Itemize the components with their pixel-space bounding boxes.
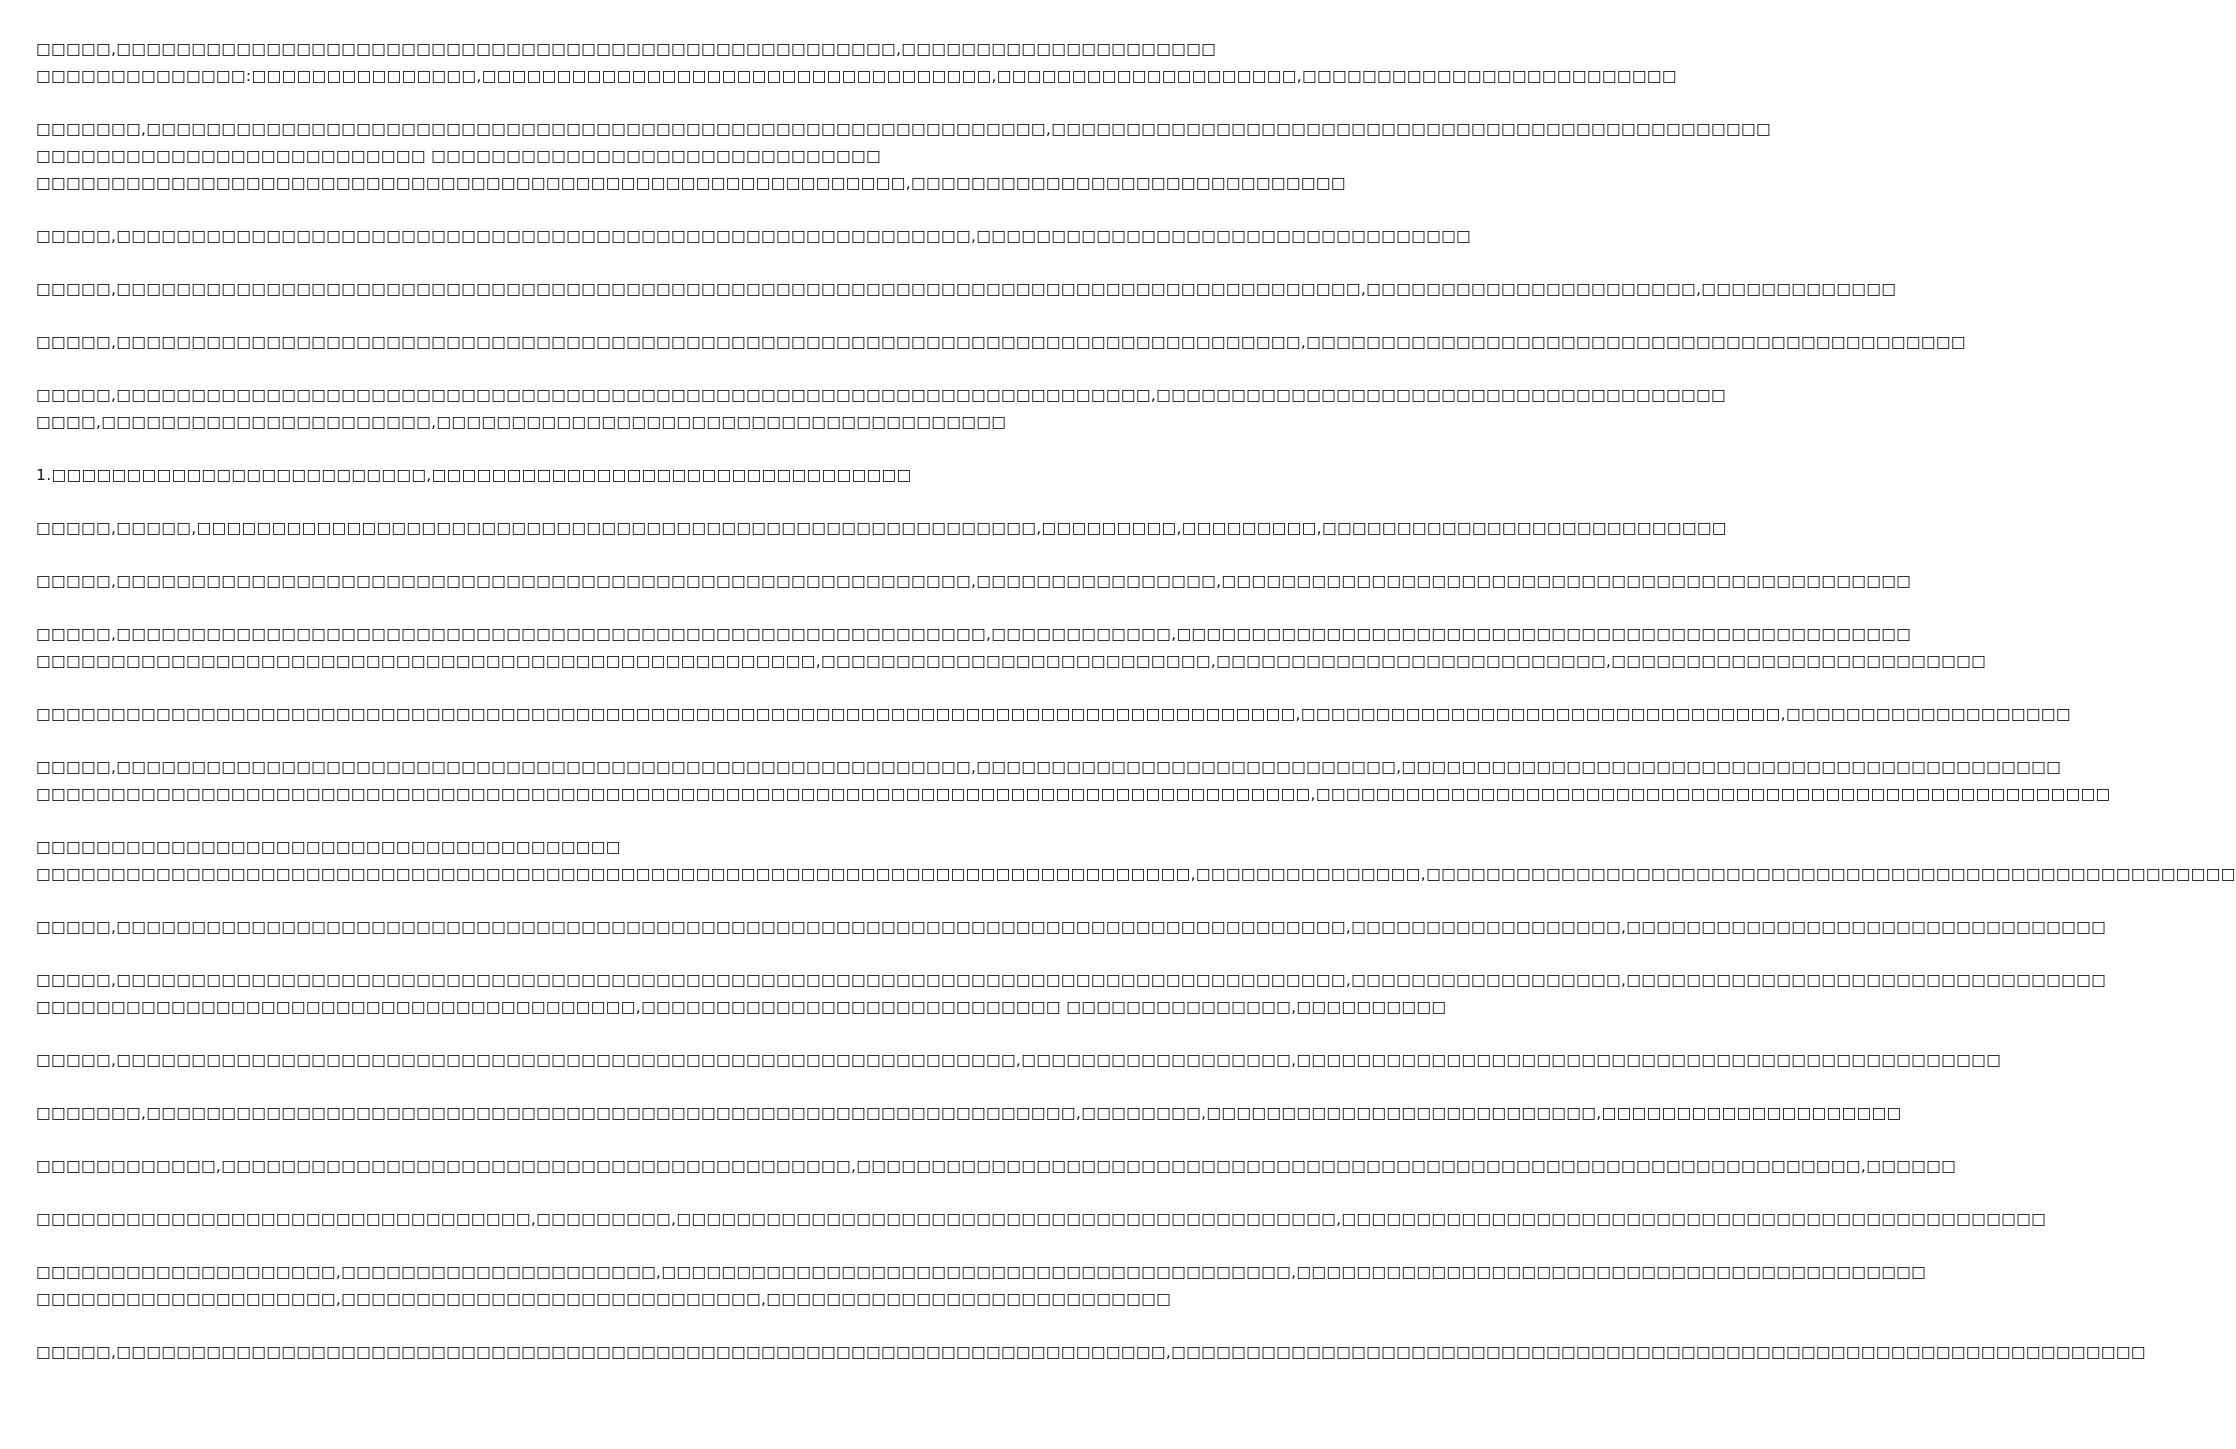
paragraph [36,1100,1902,1127]
paragraph [36,967,2107,1021]
text-line: □□□□□□□□□□□□□□□□□□□□□□□□□□□□□□□□□□□□□□□□□□□□□□□□□□□□□□□□□□□□□□□□□□□□□□□□□□□□□□□□□□□□,□□□□□□□□□□□□□□□□□□□□□□□□□□□□□□□□,□□□□□□□□□□□□□□□□□□□ [36,705,2071,723]
paragraph [36,834,2236,888]
paragraph [36,515,1727,542]
text-line: □□□□□□□□□□□□□□□□□□□□□□□□□□□□□□□□□□□□□□□□□□□□□□□□□□□□□□□□□□,□□□□□□□□□□□□□□□□□□□□□□□□□□□□□ [36,174,1346,192]
text-line: □□□□□□□□□□□□□□□□□□□□□□□□□□□□□□□□□□□□□□□□,□□□□□□□□□□□□□□□□□□□□□□□□□□□□ □□□□□□□□□□□□□□□,□□□□□□□□□□ [36,998,1447,1016]
text-line: □□□□□,□□□□□□□□□□□□□□□□□□□□□□□□□□□□□□□□□□□□□□□□□□□□□□□□□□□□□□□□□□□□□□□□□□□□□□□□□□□□□□□□□□,□□□□□□□□□□□□□□□□□□,□□□□□□□□□□□□□□□□□□□□□□□□□□□□□□□□ [36,918,2107,936]
paragraph [36,568,1912,595]
text-line: □□□□□□□,□□□□□□□□□□□□□□□□□□□□□□□□□□□□□□□□□□□□□□□□□□□□□□□□□□□□□□□□□□□□,□□□□□□□□□□□□□□□□□□□□□□□□□□□□□□□□□□□□□□□□□□□□□□□□ [36,120,1771,138]
text-line: □□□□□,□□□□□□□□□□□□□□□□□□□□□□□□□□□□□□□□□□□□□□□□□□□□□□□□□□□□□□□□□,□□□□□□□□□□□□□□□□□□□□□□□□□□□□□□□□□ [36,227,1472,245]
paragraph [36,116,1771,197]
text-line: □□□□□□□□□□□□□□□□□□□□□□□□□□□□□□□□□□□□□□□□□□□□□□□□□□□□□□□□□□□□□□□□□□□□□□□□□□□□□,□□□□□□□□□□□□□□□,□□□□□□□□□□□□□□□□□□□□□□□□□□□□□□□□□□□□□□□□□□□□□□□□□□□□□□ [36,865,2236,883]
text-line: □□□□□□□□□□□□□□:□□□□□□□□□□□□□□□,□□□□□□□□□□□□□□□□□□□□□□□□□□□□□□□□□□,□□□□□□□□□□□□□□□□□□□□,□□□□□□□□□□□□□□□□□□□□□□□□□ [36,67,1677,85]
text-line: □□□□□,□□□□□□□□□□□□□□□□□□□□□□□□□□□□□□□□□□□□□□□□□□□□□□□□□□□□□□□□□,□□□□□□□□□□□□□□□□□□□□□□□□□□□□,□□□□□□□□□□□□□□□□□□□□□□□□□□□□□□□□□□□□□□□□□□□□ [36,758,2062,776]
paragraph [36,1047,2002,1074]
paragraph [36,223,1472,250]
text-line: □□□□□□□,□□□□□□□□□□□□□□□□□□□□□□□□□□□□□□□□□□□□□□□□□□□□□□□□□□□□□□□□□□□□□□,□□□□□□□□,□□□□□□□□□□□□□□□□□□□□□□□□□□,□□□□□□□□□□□□□□□□□□□□ [36,1104,1902,1122]
paragraph [36,382,1726,436]
paragraph [36,621,1987,675]
paragraph [36,1153,1957,1180]
paragraph [36,701,2071,728]
paragraph [36,462,990,489]
paragraph [36,754,2111,808]
text-line: □□□□□□□□□□□□□□□□□□□□□□□□□□ □□□□□□□□□□□□□□□□□□□□□□□□□□□□□□ [36,147,881,165]
document-body [36,36,2236,1392]
paragraph [36,276,1897,303]
paragraph [36,329,1966,356]
text-line: □□□□□,□□□□□□□□□□□□□□□□□□□□□□□□□□□□□□□□□□□□□□□□□□□□□□□□□□□□,□□□□□□□□□□□□□□□□□□□□□ [36,40,1217,58]
paragraph [36,1259,1927,1313]
text-line: □□□□□,□□□□□□□□□□□□□□□□□□□□□□□□□□□□□□□□□□□□□□□□□□□□□□□□□□□□□□□□□□□□,□□□□□□□□□□□□□□□□□□,□□□□□□□□□□□□□□□□□□□□□□□□□□□□□□□□□□□□□□□□□□□□□□□ [36,1051,2002,1069]
text-line: □□□□□,□□□□□□□□□□□□□□□□□□□□□□□□□□□□□□□□□□□□□□□□□□□□□□□□□□□□□□□□□□□□□□□□□□□□□□□□□□□□□□□□□□,□□□□□□□□□□□□□□□□□□,□□□□□□□□□□□□□□□□□□□□□□□□□□□□□□□□ [36,971,2107,989]
paragraph [36,1206,2047,1233]
text-line: □□□□□,□□□□□□□□□□□□□□□□□□□□□□□□□□□□□□□□□□□□□□□□□□□□□□□□□□□□□□□□□□□□□□□□□□□□□,□□□□□□□□□□□□□□□□□□□□□□□□□□□□□□□□□□□□□□ [36,386,1726,404]
text-line: □□□□□,□□□□□□□□□□□□□□□□□□□□□□□□□□□□□□□□□□□□□□□□□□□□□□□□□□□□□□□□□□□□□□□□□□□□□□□□□□□□□□□□□□□,□□□□□□□□□□□□□□□□□□□□□□,□□□□□□□□□□□□□ [36,280,1897,298]
text-line: □□□□□□□□□□□□□□□□□□□□□□□□□□□□□□□□□,□□□□□□□□□,□□□□□□□□□□□□□□□□□□□□□□□□□□□□□□□□□□□□□□□□□□□□,□□□□□□□□□□□□□□□□□□□□□□□□□□□□□□□□□□□□□□□□□□□□□□□ [36,1210,2047,1228]
text-line: □□□□□,□□□□□□□□□□□□□□□□□□□□□□□□□□□□□□□□□□□□□□□□□□□□□□□□□□□□□□□□□□□□□□□□□□□□□□,□□□□□□□□□□□□□□□□□□□□□□□□□□□□□□□□□□□□□□□□□□□□□□□□□□□□□□□□□□□□□□□□□ [36,1343,2146,1361]
text-line: 1.□□□□□□□□□□□□□□□□□□□□□□□□□,□□□□□□□□□□□□□□□□□□□□□□□□□□□□□□□□ [36,466,912,484]
text-line: □□□□□□□□□□□□□□□□□□□□,□□□□□□□□□□□□□□□□□□□□□□□□□□□□,□□□□□□□□□□□□□□□□□□□□□□□□□□□ [36,1290,1172,1308]
text-line: □□□□□□□□□□□□,□□□□□□□□□□□□□□□□□□□□□□□□□□□□□□□□□□□□□□□□□□,□□□□□□□□□□□□□□□□□□□□□□□□□□□□□□□□□□□□□□□□□□□□□□□□□□□□□□□□□□□□□□□□□□□,□□□□□□ [36,1157,1957,1175]
text-line: □□□□□□□□□□□□□□□□□□□□□□□□□□□□□□□□□□□□□□□□□□□□□□□□□□□□□□□□□□□□□□□□□□□□□□□□□□□□□□□□□□□□□,□□□□□□□□□□□□□□□□□□□□□□□□□□□□□□□□□□□□□□□□□□□□□□□□□□□□□ [36,785,2111,803]
text-line: □□□□□□□□□□□□□□□□□□□□□□□□□□□□□□□□□□□□□□□□□□□□□□□□□□□□,□□□□□□□□□□□□□□□□□□□□□□□□□□,□□□□□□□□□□□□□□□□□□□□□□□□□□,□□□□□□□□□□□□□□□□□□□□□□□□□ [36,652,1987,670]
paragraph [36,914,2107,941]
paragraph [36,1339,2146,1366]
text-line: □□□□□□□□□□□□□□□□□□□□,□□□□□□□□□□□□□□□□□□□□□,□□□□□□□□□□□□□□□□□□□□□□□□□□□□□□□□□□□□□□□□□□,□□□□□□□□□□□□□□□□□□□□□□□□□□□□□□□□□□□□□□□□□□ [36,1263,1927,1281]
text-line: □□□□□□□□□□□□□□□□□□□□□□□□□□□□□□□□□□□□□□□ [36,838,621,856]
paragraph [36,36,1677,90]
text-line: □□□□□,□□□□□□□□□□□□□□□□□□□□□□□□□□□□□□□□□□□□□□□□□□□□□□□□□□□□□□□□□□,□□□□□□□□□□□□,□□□□□□□□□□□□□□□□□□□□□□□□□□□□□□□□□□□□□□□□□□□□□□□□□ [36,625,1912,643]
text-line: □□□□□,□□□□□,□□□□□□□□□□□□□□□□□□□□□□□□□□□□□□□□□□□□□□□□□□□□□□□□□□□□□□□□,□□□□□□□□□,□□□□□□□□□,□□□□□□□□□□□□□□□□□□□□□□□□□□□ [36,519,1727,537]
text-line: □□□□□,□□□□□□□□□□□□□□□□□□□□□□□□□□□□□□□□□□□□□□□□□□□□□□□□□□□□□□□□□□□□□□□□□□□□□□□□□□□□□□□,□□□□□□□□□□□□□□□□□□□□□□□□□□□□□□□□□□□□□□□□□□□□ [36,333,1966,351]
text-line: □□□□,□□□□□□□□□□□□□□□□□□□□□□,□□□□□□□□□□□□□□□□□□□□□□□□□□□□□□□□□□□□□□ [36,413,1007,431]
text-line: □□□□□,□□□□□□□□□□□□□□□□□□□□□□□□□□□□□□□□□□□□□□□□□□□□□□□□□□□□□□□□□,□□□□□□□□□□□□□□□□,□□□□□□□□□□□□□□□□□□□□□□□□□□□□□□□□□□□□□□□□□□□□□□ [36,572,1912,590]
